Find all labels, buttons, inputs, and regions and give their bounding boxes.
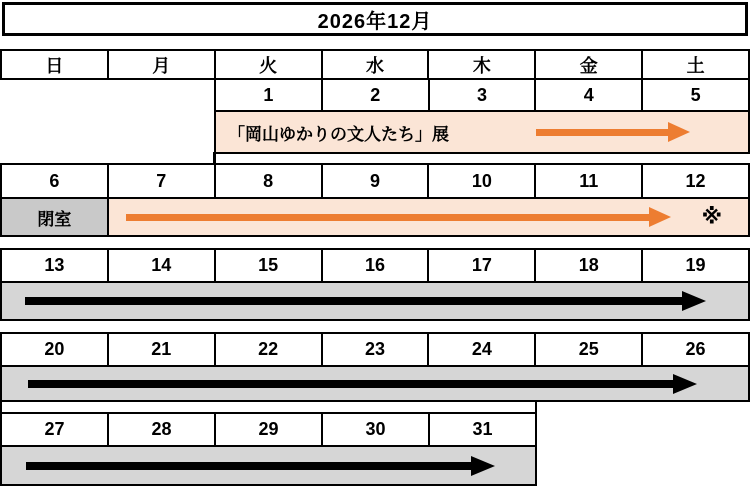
weekday-cell-wed: 水 <box>323 51 428 78</box>
date-cell-20: 20 <box>2 334 107 365</box>
date-cell-5: 5 <box>643 80 748 110</box>
date-cell-16: 16 <box>323 250 428 281</box>
exhibition-duration-arrow-week2 <box>126 207 671 227</box>
arrow-head <box>668 122 690 142</box>
duration-arrow-week5 <box>26 456 495 476</box>
weekday-cell-thu: 木 <box>429 51 534 78</box>
date-cell-18: 18 <box>536 250 641 281</box>
weekday-cell-sun: 日 <box>2 51 107 78</box>
date-cell-14: 14 <box>109 250 214 281</box>
date-cell-7: 7 <box>109 165 214 197</box>
date-cell-23: 23 <box>323 334 428 365</box>
arrow-shaft <box>26 462 471 470</box>
closed-label: 閉室 <box>37 209 72 229</box>
date-cell-25: 25 <box>536 334 641 365</box>
date-cell-27: 27 <box>2 414 107 445</box>
note-mark: ※ <box>701 205 722 229</box>
open-band-week3 <box>2 283 748 319</box>
date-cell-30: 30 <box>323 414 428 445</box>
date-cell-24: 24 <box>429 334 534 365</box>
weekday-cell-tue: 火 <box>216 51 321 78</box>
date-cell-17: 17 <box>429 250 534 281</box>
date-cell-4: 4 <box>536 80 641 110</box>
date-cell-10: 10 <box>429 165 534 197</box>
calendar-title-bar <box>2 2 748 36</box>
date-cell-13: 13 <box>2 250 107 281</box>
exhibition-duration-arrow <box>536 122 690 142</box>
date-cell-31: 31 <box>430 414 535 445</box>
date-cell-26: 26 <box>643 334 748 365</box>
exhibition-band <box>216 112 748 152</box>
week5-block <box>0 400 537 486</box>
date-cell-1: 1 <box>216 80 321 110</box>
date-cell-9: 9 <box>323 165 428 197</box>
week4-block <box>0 332 750 402</box>
arrow-shaft <box>536 129 668 136</box>
date-cell-11: 11 <box>536 165 641 197</box>
duration-arrow-week3 <box>25 291 706 311</box>
date-cell-12: 12 <box>643 165 748 197</box>
date-cell-3: 3 <box>430 80 535 110</box>
date-cell-15: 15 <box>216 250 321 281</box>
weekday-header-row <box>0 49 750 80</box>
date-cell-29: 29 <box>216 414 321 445</box>
week1-block <box>214 78 750 154</box>
date-cell-19: 19 <box>643 250 748 281</box>
date-cell-28: 28 <box>109 414 214 445</box>
arrow-shaft <box>28 380 673 388</box>
weekday-cell-mon: 月 <box>109 51 214 78</box>
date-cell-21: 21 <box>109 334 214 365</box>
open-band-week4 <box>2 367 748 400</box>
arrow-head <box>649 207 671 227</box>
weekday-cell-sat: 土 <box>643 51 748 78</box>
week2-block <box>0 163 750 237</box>
date-cell-8: 8 <box>216 165 321 197</box>
arrow-shaft <box>126 214 649 221</box>
duration-arrow-week4 <box>28 374 697 394</box>
date-cell-2: 2 <box>323 80 428 110</box>
arrow-head <box>673 374 697 394</box>
exhibition-label: 「岡山ゆかりの文人たち」展 <box>228 124 449 144</box>
calendar-title: 2026年12月 <box>317 10 433 33</box>
exhibition-band-week2 <box>109 199 748 235</box>
open-band-week5 <box>2 447 535 484</box>
week3-block <box>0 248 750 321</box>
date-cell-6: 6 <box>2 165 107 197</box>
date-cell-22: 22 <box>216 334 321 365</box>
weekday-cell-fri: 金 <box>536 51 641 78</box>
spacer-row <box>2 402 535 412</box>
arrow-shaft <box>25 297 682 305</box>
arrow-head <box>471 456 495 476</box>
arrow-head <box>682 291 706 311</box>
closed-cell <box>2 199 107 235</box>
